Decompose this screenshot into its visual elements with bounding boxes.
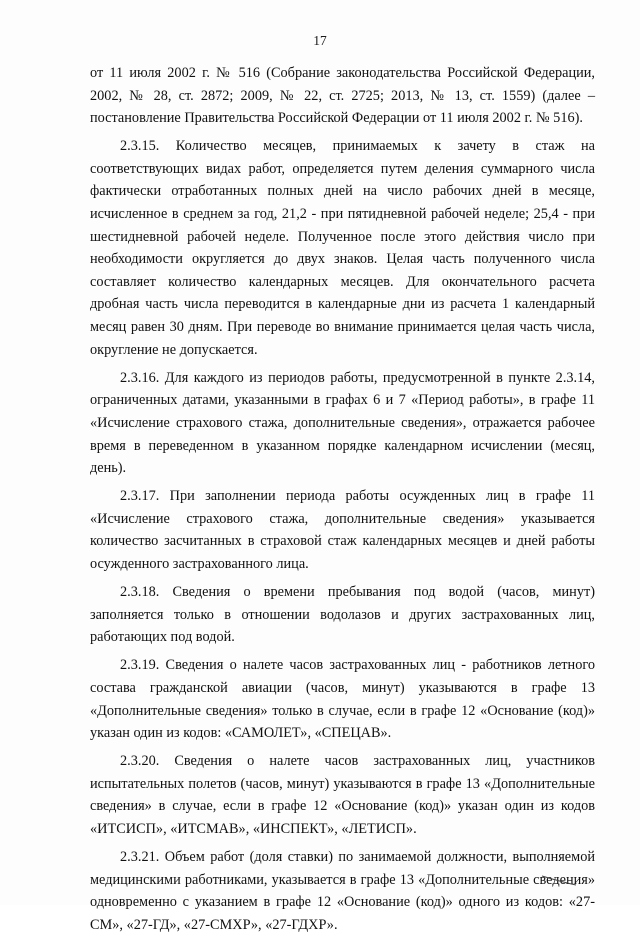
paragraph-continuation: от 11 июля 2002 г. № 516 (Собрание законодательства Российской Федерации, 2002, № 28, ст. 2872; 2009, № 22, ст. 2725; 2013, № 13, ст. 1559) (далее – постановление Правительства Российской Федерации от 11 июля 2002 г. № 516). — [90, 65, 595, 127]
paragraph-2-3-18: 2.3.18. Сведения о времени пребывания под водой (часов, минут) заполняется только в отношении водолазов и других застрахованных лиц, работающих под водой. — [90, 584, 595, 646]
paragraph-2-3-21: 2.3.21. Объем работ (доля ставки) по занимаемой должности, выполняемой медицинскими работниками, указывается в графе 13 «Дополнительные сведения» одновременно с указанием в графе 12 «Основание (код)» одного из кодов: «27-СМ», «27-ГД», «27-СМХР», «27-ГДХР». — [90, 849, 595, 933]
document-body — [90, 62, 595, 942]
paragraph-2-3-15: 2.3.15. Количество месяцев, принимаемых к зачету в стаж на соответствующих видах работ, определяется путем деления суммарного числа фактически отработанных полных дней на число рабочих дней в месяце, исчисленное в среднем за год, 21,2 - при пятидневной рабочей неделе; 25,4 - при шестидневной рабочей неделе. Полученное после этого действия число при необходимости округляется до двух знаков. Целая часть полученного числа составляет количество календарных месяцев. Для окончательного расчета дробная часть числа переводится в календарные дни из расчета 1 календарный месяц равен 30 дням. При переводе во внимание принимается целая часть числа, округление не допускается. — [90, 138, 595, 358]
page-number: 17 — [313, 33, 327, 48]
paragraph-2-3-17: 2.3.17. При заполнении периода работы осужденных лиц в графе 11 «Исчисление страхового стажа, дополнительные сведения» указывается количество засчитанных в страховой стаж календарных месяцев и дней работы осужденного застрахованного лица. — [90, 488, 595, 572]
paragraph-2-3-20: 2.3.20. Сведения о налете часов застрахованных лиц, участников испытательных полетов (часов, минут) указываются в графе 13 «Дополнительные сведения» в случае, если в графе 12 «Основание (код)» указан один из кодов «ИТСИСП», «ИТСМАВ», «ИНСПЕКТ», «ЛЕТИСП». — [90, 753, 595, 837]
pen-stroke-mark — [540, 873, 578, 887]
paragraph-2-3-16: 2.3.16. Для каждого из периодов работы, предусмотренной в пункте 2.3.14, ограниченных датами, указанными в графах 6 и 7 «Период работы», в графе 11 «Исчисление страхового стажа, дополнительные сведения», отражается рабочее время в переведенном в указанном порядке календарном исчислении (месяц, день). — [90, 369, 595, 477]
paragraph-2-3-19: 2.3.19. Сведения о налете часов застрахованных лиц - работников летного состава гражданской авиации (часов, минут) указываются в графе 13 «Дополнительные сведения» только в случае, если в графе 12 «Основание (код)» указан один из кодов: «САМОЛЕТ», «СПЕЦАВ». — [90, 657, 595, 742]
